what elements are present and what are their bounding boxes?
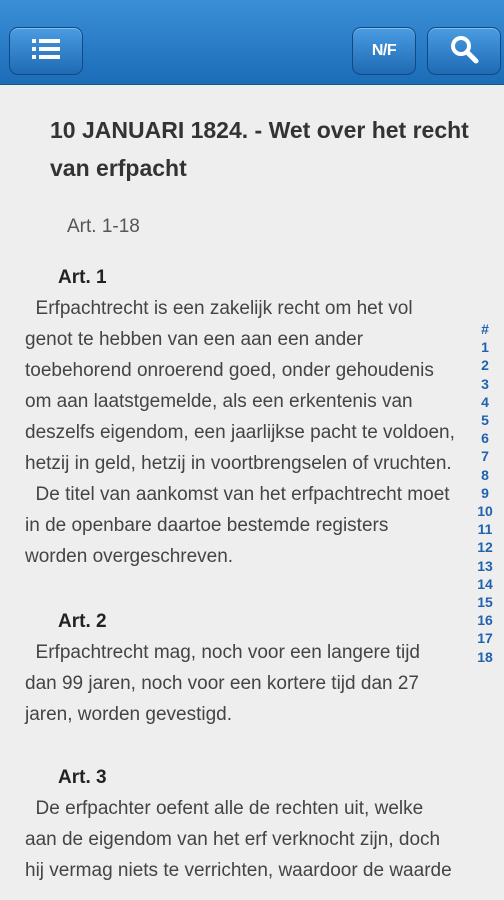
index-link-11[interactable]: 11 [477, 521, 493, 538]
index-link-14[interactable]: 14 [477, 575, 493, 592]
article-line: toebehorend onroerend goed, onder gehoudenis [25, 360, 434, 381]
list-icon [31, 37, 61, 66]
index-link-15[interactable]: 15 [477, 594, 493, 611]
article-body [25, 637, 485, 730]
nf-language-button[interactable] [352, 27, 416, 75]
article-line: om aan laatstgemelde, als een erkentenis van [25, 391, 413, 412]
index-link-4[interactable]: 4 [481, 393, 489, 410]
article-heading: Art. 3 [58, 767, 107, 788]
index-link-10[interactable]: 10 [477, 503, 493, 520]
search-button[interactable] [427, 27, 501, 75]
article-line: jaren, worden gevestigd. [25, 704, 233, 725]
index-link-17[interactable]: 17 [477, 630, 493, 647]
article-2 [25, 611, 485, 730]
article-line: De erfpachter oefent alle de rechten uit, welke [25, 798, 424, 819]
article-heading: Art. 1 [58, 267, 107, 288]
nf-label: N/F [371, 42, 397, 59]
index-link-18[interactable]: 18 [477, 648, 493, 665]
article-line: Erfpachtrecht is een zakelijk recht om het vol [25, 298, 413, 319]
article-line: dan 99 jaren, noch voor een kortere tijd dan 27 [25, 673, 419, 694]
index-link-9[interactable]: 9 [481, 484, 489, 501]
index-link-2[interactable]: 2 [481, 357, 489, 374]
article-1 [25, 267, 485, 572]
index-link-7[interactable]: 7 [481, 448, 489, 465]
index-link-5[interactable]: 5 [481, 412, 489, 429]
article-line: worden overgeschreven. [25, 546, 234, 567]
article-line: Erfpachtrecht mag, noch voor een langere tijd [25, 642, 421, 663]
article-3 [25, 767, 485, 886]
index-link-3[interactable]: 3 [481, 375, 489, 392]
document-view[interactable] [0, 85, 504, 900]
menu-button[interactable] [9, 27, 83, 75]
index-link-13[interactable]: 13 [477, 557, 493, 574]
article-line: in de openbare daartoe bestemde registers [25, 515, 389, 536]
article-line: genot te hebben van een aan een ander [25, 329, 364, 350]
article-line: aan de eigendom van het erf verknocht zijn, doch [25, 829, 441, 850]
index-link-top[interactable]: # [481, 321, 489, 337]
article-line: hij vermag niets te verrichten, waardoor de waarde [25, 860, 452, 881]
article-line: De titel van aankomst van het erfpachtrecht moet [25, 484, 450, 505]
article-line: deszelfs eigendom, een jaarlijkse pacht te voldoen, [25, 422, 455, 443]
index-link-12[interactable]: 12 [477, 539, 493, 556]
article-range: Art. 1-18 [67, 216, 140, 237]
top-toolbar [0, 0, 504, 85]
article-body [25, 793, 485, 886]
document-title: 10 JANUARI 1824. - Wet over het recht van erfpacht [50, 117, 469, 181]
index-link-1[interactable]: 1 [481, 339, 489, 356]
index-link-6[interactable]: 6 [481, 430, 489, 447]
search-icon [449, 34, 479, 69]
article-body [25, 293, 485, 572]
index-link-16[interactable]: 16 [477, 612, 493, 629]
article-heading: Art. 2 [58, 611, 107, 632]
index-link-8[interactable]: 8 [481, 466, 489, 483]
article-line: hetzij in geld, hetzij in voortbrengselen of vruchten. [25, 453, 452, 474]
article-index-bar [474, 320, 496, 666]
